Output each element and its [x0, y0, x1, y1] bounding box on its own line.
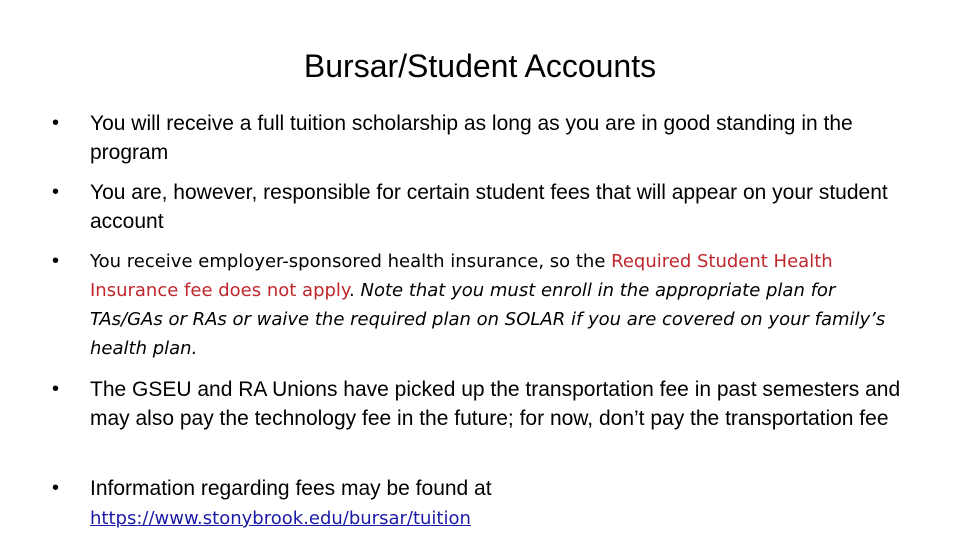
bullet-marker: • — [52, 250, 60, 272]
bullet-text-highlight: Required Student Health Insurance fee does not apply — [90, 251, 833, 301]
bursar-tuition-link[interactable]: https://www.stonybrook.edu/bursar/tuition — [90, 508, 471, 529]
bullet-text-plain: You receive employer-sponsored health insurance, so the — [90, 251, 612, 272]
bullet-text: The GSEU and RA Unions have picked up the transportation fee in past semesters and may also pay the technology fee in the future; for now, don’t pay the transportation fee — [90, 378, 901, 430]
bullet-text-plain: . — [349, 280, 361, 301]
bullet-text-italic-note: Note that you must enroll in the appropriate plan for TAs/GAs or RAs or waive the required plan on SOLAR if you are covered on your family’s health plan. — [90, 280, 886, 359]
bullet-text: You are, however, responsible for certain student fees that will appear on your student account — [90, 181, 888, 233]
bullet-marker: • — [52, 112, 60, 134]
bullet-text — [90, 474, 912, 533]
bullet-marker: • — [52, 378, 60, 400]
slide-title: Bursar/Student Accounts — [303, 48, 657, 84]
bullet-marker: • — [52, 181, 60, 203]
bullet-marker: • — [52, 477, 60, 499]
bullet-text: You will receive a full tuition scholarship as long as you are in good standing in the program — [90, 112, 853, 164]
bullet-text — [90, 247, 912, 363]
bullet-text-plain: Information regarding fees may be found at — [90, 477, 492, 500]
